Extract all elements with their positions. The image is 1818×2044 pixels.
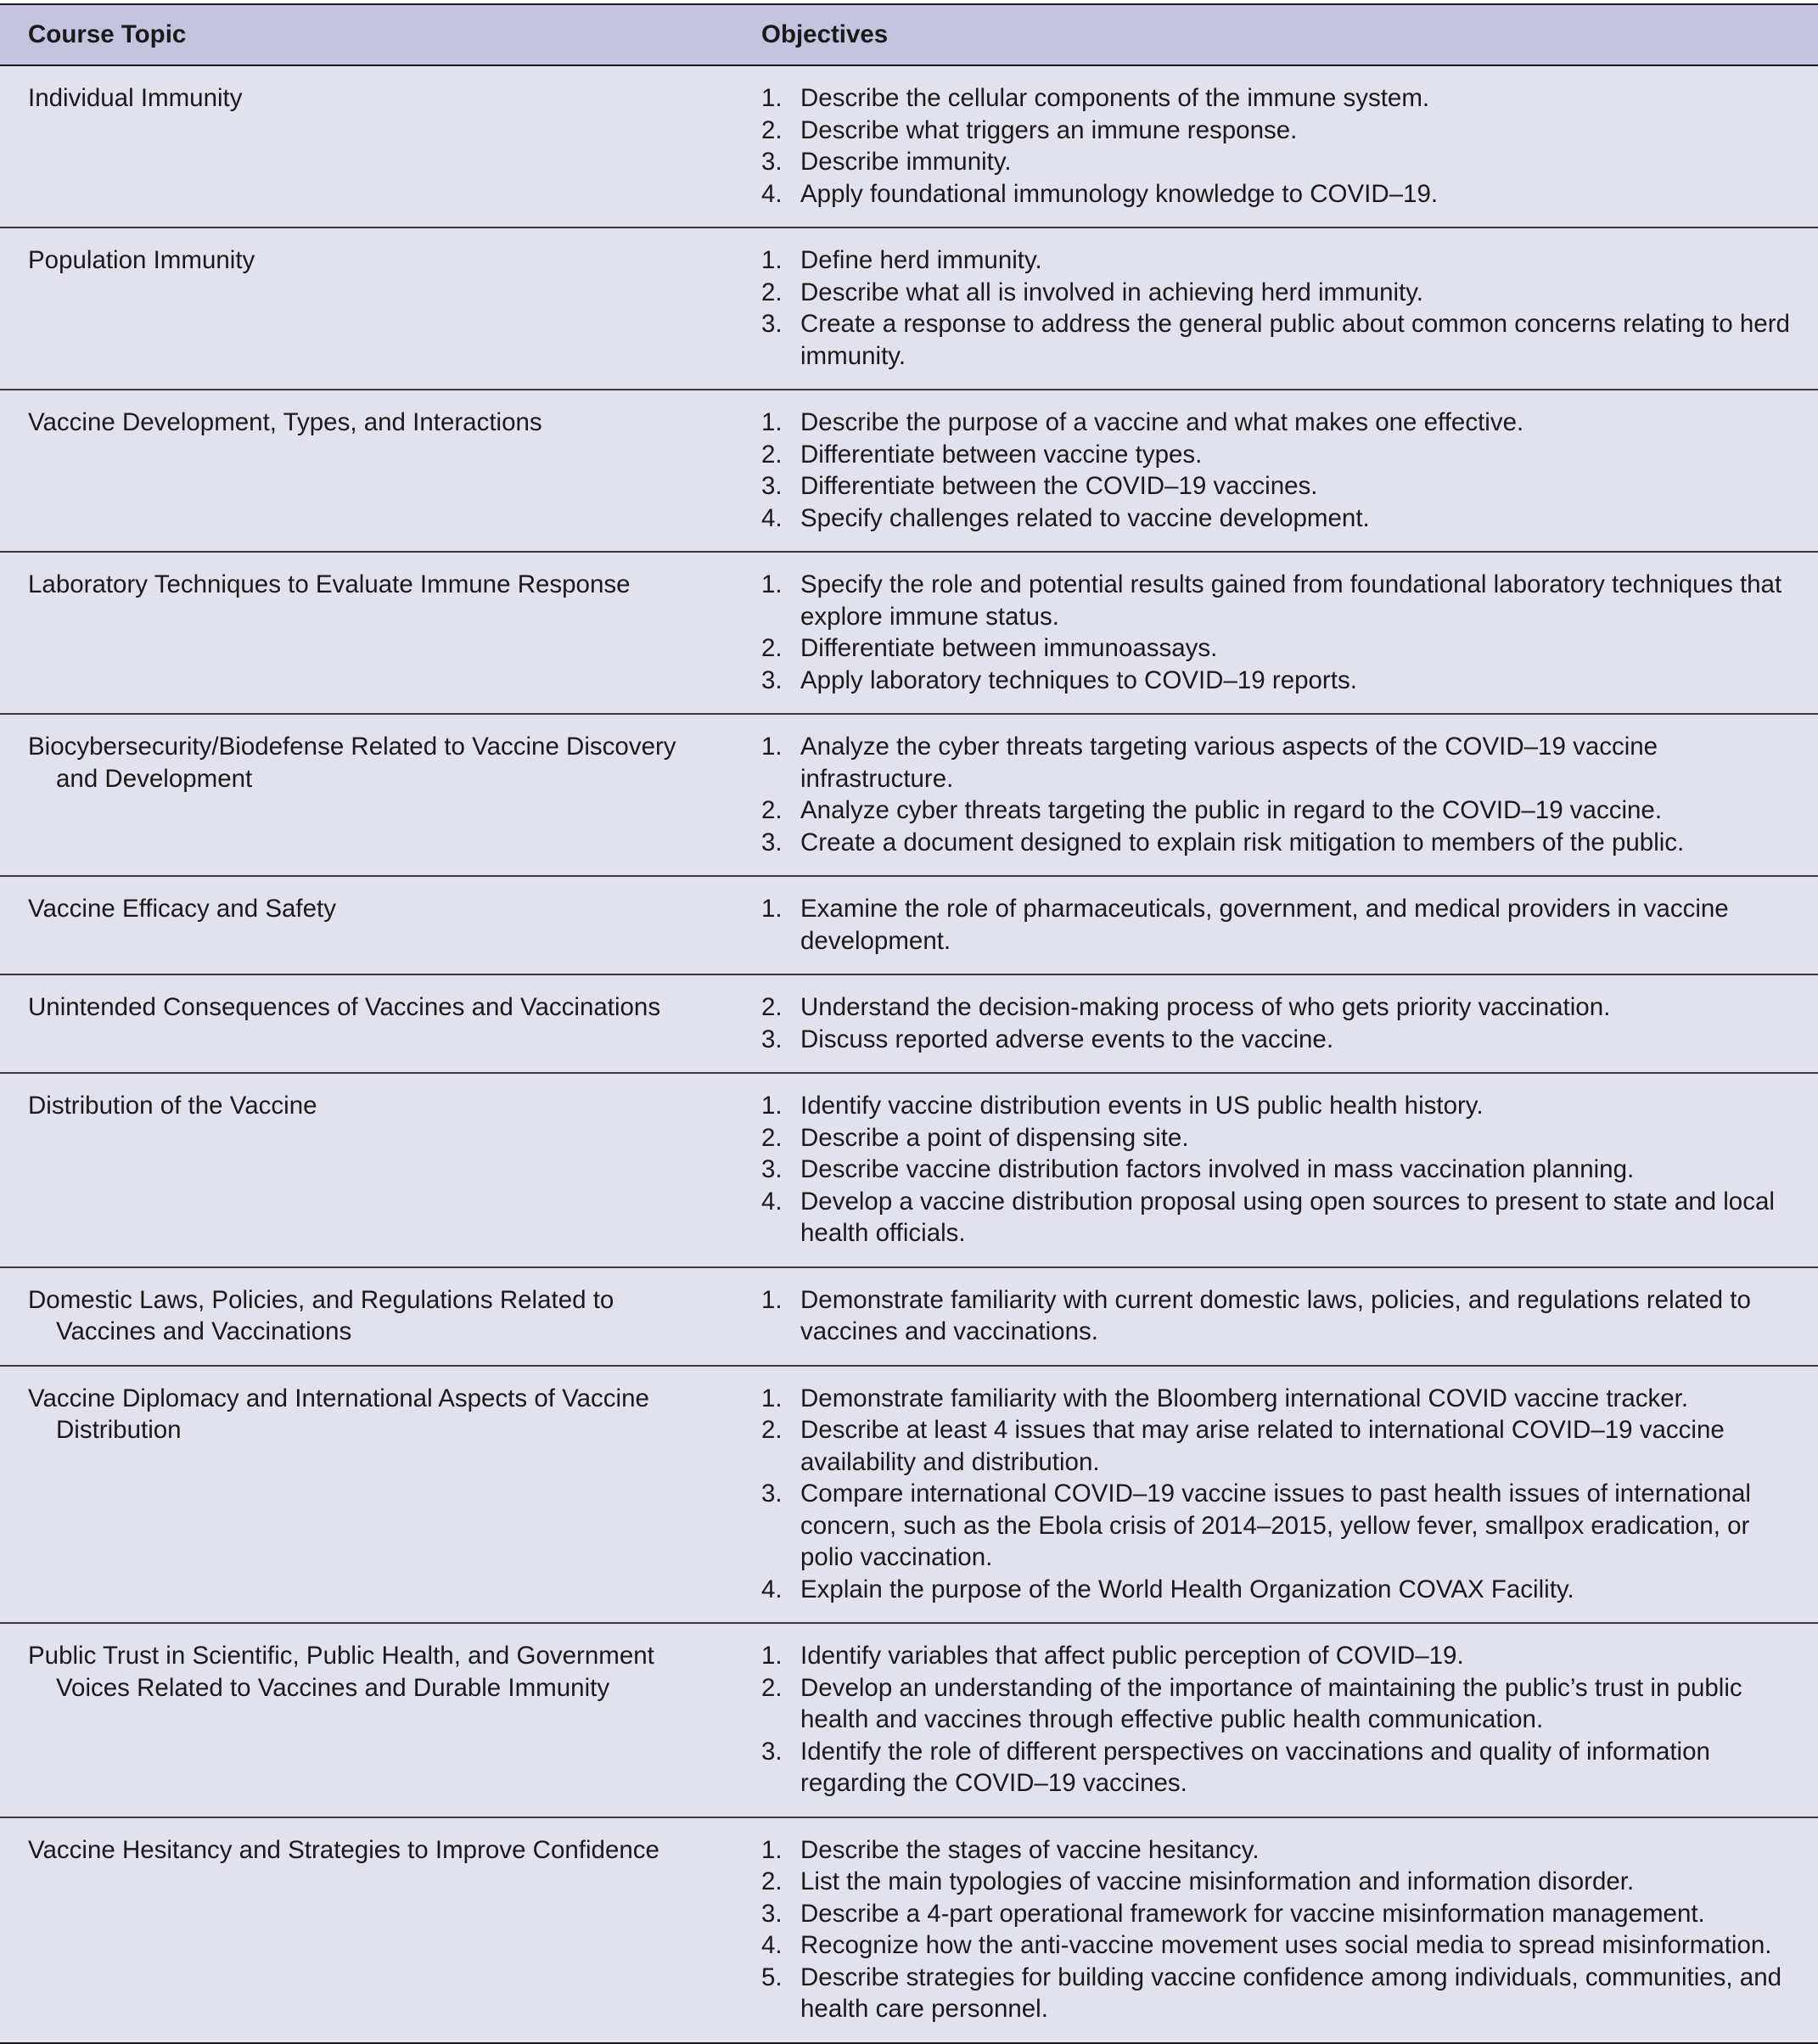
objective-number: 1.: [761, 895, 783, 923]
objective-number: 1.: [761, 1642, 783, 1670]
objective-number: 4.: [761, 1575, 783, 1603]
objective-text: Apply foundational immunology knowledge to COVID–19.: [800, 179, 1439, 208]
objective-text: Analyze the cyber threats targeting various aspects of the COVID–19 vaccine infrastructure.: [800, 733, 1658, 793]
objective-number: 3.: [761, 1899, 783, 1928]
objective-number: 1.: [761, 408, 783, 436]
objective-item: [761, 1122, 1801, 1154]
course-topic-cell: [0, 390, 734, 552]
objective-text: Differentiate between immunoassays.: [800, 634, 1218, 662]
objective-item: [761, 827, 1801, 859]
objective-item: [761, 1834, 1801, 1867]
objectives-cell: [734, 65, 1818, 227]
objective-item: [761, 991, 1801, 1024]
objective-text: Develop a vaccine distribution proposal using open sources to present to state and local health officials.: [800, 1187, 1775, 1247]
objective-text: Create a response to address the general public about common concerns relating to herd immunity.: [800, 310, 1790, 370]
objective-text: Describe strategies for building vaccine confidence among individuals, communities, and health care personnel.: [800, 1963, 1782, 2023]
course-topic-text: Unintended Consequences of Vaccines and Vaccinations: [28, 993, 661, 1021]
objectives-list: [761, 731, 1801, 858]
objective-number: 3.: [761, 310, 783, 338]
objective-number: 2.: [761, 115, 783, 144]
course-topic-cell: [0, 876, 734, 974]
objective-text: Recognize how the anti-vaccine movement uses social media to spread misinformation.: [800, 1931, 1772, 1959]
objective-text: Demonstrate familiarity with the Bloomberg international COVID vaccine tracker.: [800, 1384, 1689, 1412]
course-topic-cell: [0, 1267, 734, 1366]
objective-item: [761, 1478, 1801, 1574]
objective-number: 1.: [761, 733, 783, 761]
objectives-cell: [734, 876, 1818, 974]
table-row: [0, 974, 1818, 1073]
objective-number: 3.: [761, 1025, 783, 1053]
objective-text: Identify the role of different perspectives on vaccinations and quality of information regarding the COVID–19 vaccines.: [800, 1737, 1710, 1797]
objective-item: [761, 146, 1801, 178]
objective-item: [761, 1898, 1801, 1930]
objective-item: [761, 1090, 1801, 1122]
objective-number: 3.: [761, 472, 783, 500]
course-topic-cell: [0, 227, 734, 390]
objective-item: [761, 407, 1801, 439]
objective-text: Describe immunity.: [800, 148, 1012, 176]
course-topic-text: Biocybersecurity/Biodefense Related to Vaccine Discovery and Development: [28, 733, 676, 793]
table-header: [0, 4, 1818, 65]
objective-text: Describe what all is involved in achieving herd immunity.: [800, 278, 1423, 306]
table-row: [0, 1366, 1818, 1624]
course-topic-text: Vaccine Diplomacy and International Aspects of Vaccine Distribution: [28, 1384, 649, 1444]
objectives-list: [761, 1383, 1801, 1606]
objectives-cell: [734, 1817, 1818, 2043]
objective-item: [761, 1962, 1801, 2025]
table-row: [0, 876, 1818, 974]
objective-text: Discuss reported adverse events to the vaccine.: [800, 1025, 1334, 1053]
objective-number: 1.: [761, 570, 783, 598]
objective-item: [761, 632, 1801, 665]
objectives-cell: [734, 227, 1818, 390]
course-topic-cell: [0, 714, 734, 876]
objectives-cell: [734, 1267, 1818, 1366]
course-topic-text: Vaccine Hesitancy and Strategies to Improve Confidence: [28, 1835, 659, 1864]
objective-number: 1.: [761, 1384, 783, 1412]
course-topic-text: Public Trust in Scientific, Public Health, and Government Voices Related to Vaccines and Durable Immunity: [28, 1642, 654, 1702]
objective-text: Identify variables that affect public perception of COVID–19.: [800, 1642, 1464, 1670]
course-topic-text: Vaccine Efficacy and Safety: [28, 895, 336, 923]
objective-item: [761, 1929, 1801, 1962]
objective-item: [761, 1414, 1801, 1478]
objective-text: Describe at least 4 issues that may arise related to international COVID–19 vaccine availability and distribution.: [800, 1416, 1725, 1476]
course-topic-cell: [0, 1366, 734, 1624]
objective-item: [761, 1640, 1801, 1672]
header-row: [0, 4, 1818, 65]
objectives-list: [761, 1284, 1801, 1348]
objective-text: Specify the role and potential results gained from foundational laboratory techniques that explore immune status.: [800, 570, 1782, 631]
course-topic-cell: [0, 974, 734, 1073]
objective-number: 3.: [761, 1480, 783, 1508]
objective-number: 3.: [761, 828, 783, 856]
objective-text: Identify vaccine distribution events in US public health history.: [800, 1092, 1484, 1120]
table-row: [0, 1817, 1818, 2043]
objective-number: 5.: [761, 1963, 783, 1991]
objective-item: [761, 1866, 1801, 1898]
objectives-cell: [734, 552, 1818, 714]
objective-text: Understand the decision-making process of who gets priority vaccination.: [800, 993, 1611, 1021]
objective-number: 4.: [761, 1187, 783, 1216]
objective-number: 1.: [761, 1092, 783, 1120]
objective-text: Define herd immunity.: [800, 246, 1042, 274]
objective-item: [761, 1383, 1801, 1415]
course-topic-cell: [0, 1073, 734, 1267]
objective-text: Describe a 4-part operational framework for vaccine misinformation management.: [800, 1899, 1705, 1928]
objective-number: 2.: [761, 278, 783, 306]
objective-number: 2.: [761, 634, 783, 662]
objective-number: 3.: [761, 148, 783, 176]
objective-text: Demonstrate familiarity with current domestic laws, policies, and regulations related to vaccines and vaccinations.: [800, 1285, 1751, 1345]
objective-text: Create a document designed to explain risk mitigation to members of the public.: [800, 828, 1685, 856]
objectives-list: [761, 244, 1801, 372]
objective-number: 1.: [761, 84, 783, 112]
objective-item: [761, 1284, 1801, 1348]
objective-text: List the main typologies of vaccine misinformation and information disorder.: [800, 1867, 1635, 1895]
objective-number: 2.: [761, 1416, 783, 1444]
objective-text: Describe a point of dispensing site.: [800, 1123, 1189, 1152]
objective-number: 2.: [761, 1673, 783, 1702]
objective-item: [761, 178, 1801, 211]
course-objectives-table: [0, 3, 1818, 2044]
objectives-list: [761, 1834, 1801, 2025]
objective-text: Apply laboratory techniques to COVID–19 reports.: [800, 665, 1357, 694]
course-topic-cell: [0, 65, 734, 227]
objective-item: [761, 1672, 1801, 1736]
course-topic-text: Laboratory Techniques to Evaluate Immune Response: [28, 570, 631, 598]
objective-item: [761, 795, 1801, 827]
objective-text: Describe the stages of vaccine hesitancy.: [800, 1835, 1260, 1864]
objective-item: [761, 82, 1801, 115]
objective-item: [761, 115, 1801, 147]
objective-text: Describe the cellular components of the immune system.: [800, 84, 1430, 112]
objective-number: 2.: [761, 993, 783, 1021]
table-row: [0, 714, 1818, 876]
objective-item: [761, 1574, 1801, 1606]
course-topic-cell: [0, 552, 734, 714]
objective-text: Compare international COVID–19 vaccine issues to past health issues of international concern, such as the Ebola crisis of 2014–2015, yellow fever, smallpox eradication, or polio vaccination.: [800, 1480, 1751, 1571]
objective-item: [761, 731, 1801, 795]
objective-item: [761, 893, 1801, 957]
objective-text: Describe vaccine distribution factors involved in mass vaccination planning.: [800, 1155, 1635, 1183]
course-table-container: [0, 3, 1818, 2044]
course-topic-text: Domestic Laws, Policies, and Regulations Related to Vaccines and Vaccinations: [28, 1285, 614, 1345]
objective-number: 3.: [761, 1737, 783, 1766]
objective-text: Examine the role of pharmaceuticals, government, and medical providers in vaccine development.: [800, 895, 1729, 955]
objective-item: [761, 244, 1801, 277]
table-row: [0, 552, 1818, 714]
objectives-list: [761, 569, 1801, 696]
objective-text: Differentiate between the COVID–19 vaccines.: [800, 472, 1318, 500]
objective-item: [761, 665, 1801, 697]
objective-item: [761, 439, 1801, 471]
objective-number: 3.: [761, 665, 783, 694]
objective-item: [761, 569, 1801, 632]
objective-number: 2.: [761, 796, 783, 824]
objective-text: Specify challenges related to vaccine development.: [800, 503, 1370, 532]
objective-text: Differentiate between vaccine types.: [800, 440, 1203, 469]
course-topic-text: Individual Immunity: [28, 84, 243, 112]
objective-number: 4.: [761, 179, 783, 208]
objective-item: [761, 1186, 1801, 1249]
course-topic-text: Distribution of the Vaccine: [28, 1092, 317, 1120]
course-topic-cell: [0, 1817, 734, 2043]
objective-number: 4.: [761, 503, 783, 532]
objective-item: [761, 1024, 1801, 1056]
objective-item: [761, 503, 1801, 535]
table-row: [0, 65, 1818, 227]
objective-number: 2.: [761, 1867, 783, 1895]
table-row: [0, 227, 1818, 390]
objective-number: 1.: [761, 1285, 783, 1314]
objectives-cell: [734, 974, 1818, 1073]
objective-text: Explain the purpose of the World Health Organization COVAX Facility.: [800, 1575, 1574, 1603]
objectives-cell: [734, 714, 1818, 876]
objectives-cell: [734, 1073, 1818, 1267]
objective-item: [761, 308, 1801, 372]
table-row: [0, 1073, 1818, 1267]
objectives-list: [761, 407, 1801, 534]
objective-number: 2.: [761, 440, 783, 469]
objective-number: 1.: [761, 246, 783, 274]
objective-item: [761, 1736, 1801, 1800]
objectives-list: [761, 893, 1801, 957]
objectives-list: [761, 991, 1801, 1055]
course-topic-text: Vaccine Development, Types, and Interactions: [28, 408, 542, 436]
objective-number: 1.: [761, 1835, 783, 1864]
objectives-list: [761, 1090, 1801, 1249]
table-row: [0, 390, 1818, 552]
course-topic-cell: [0, 1623, 734, 1817]
objectives-list: [761, 1640, 1801, 1800]
objectives-cell: [734, 1623, 1818, 1817]
column-header-course-topic: Course Topic: [28, 20, 187, 49]
objective-number: 2.: [761, 1123, 783, 1152]
objective-number: 4.: [761, 1931, 783, 1959]
objectives-cell: [734, 390, 1818, 552]
objective-item: [761, 277, 1801, 309]
objective-item: [761, 1154, 1801, 1186]
objective-item: [761, 470, 1801, 503]
table-body: [0, 65, 1818, 2043]
objective-text: Describe the purpose of a vaccine and what makes one effective.: [800, 408, 1524, 436]
course-topic-text: Population Immunity: [28, 246, 255, 274]
objective-text: Analyze cyber threats targeting the public in regard to the COVID–19 vaccine.: [800, 796, 1663, 824]
objectives-list: [761, 82, 1801, 210]
table-row: [0, 1267, 1818, 1366]
objective-text: Describe what triggers an immune response.: [800, 115, 1298, 144]
objectives-cell: [734, 1366, 1818, 1624]
table-row: [0, 1623, 1818, 1817]
column-header-objectives: Objectives: [761, 20, 889, 49]
objective-text: Develop an understanding of the importance of maintaining the public’s trust in public health and vaccines through effective public health communication.: [800, 1673, 1742, 1733]
objective-number: 3.: [761, 1155, 783, 1183]
